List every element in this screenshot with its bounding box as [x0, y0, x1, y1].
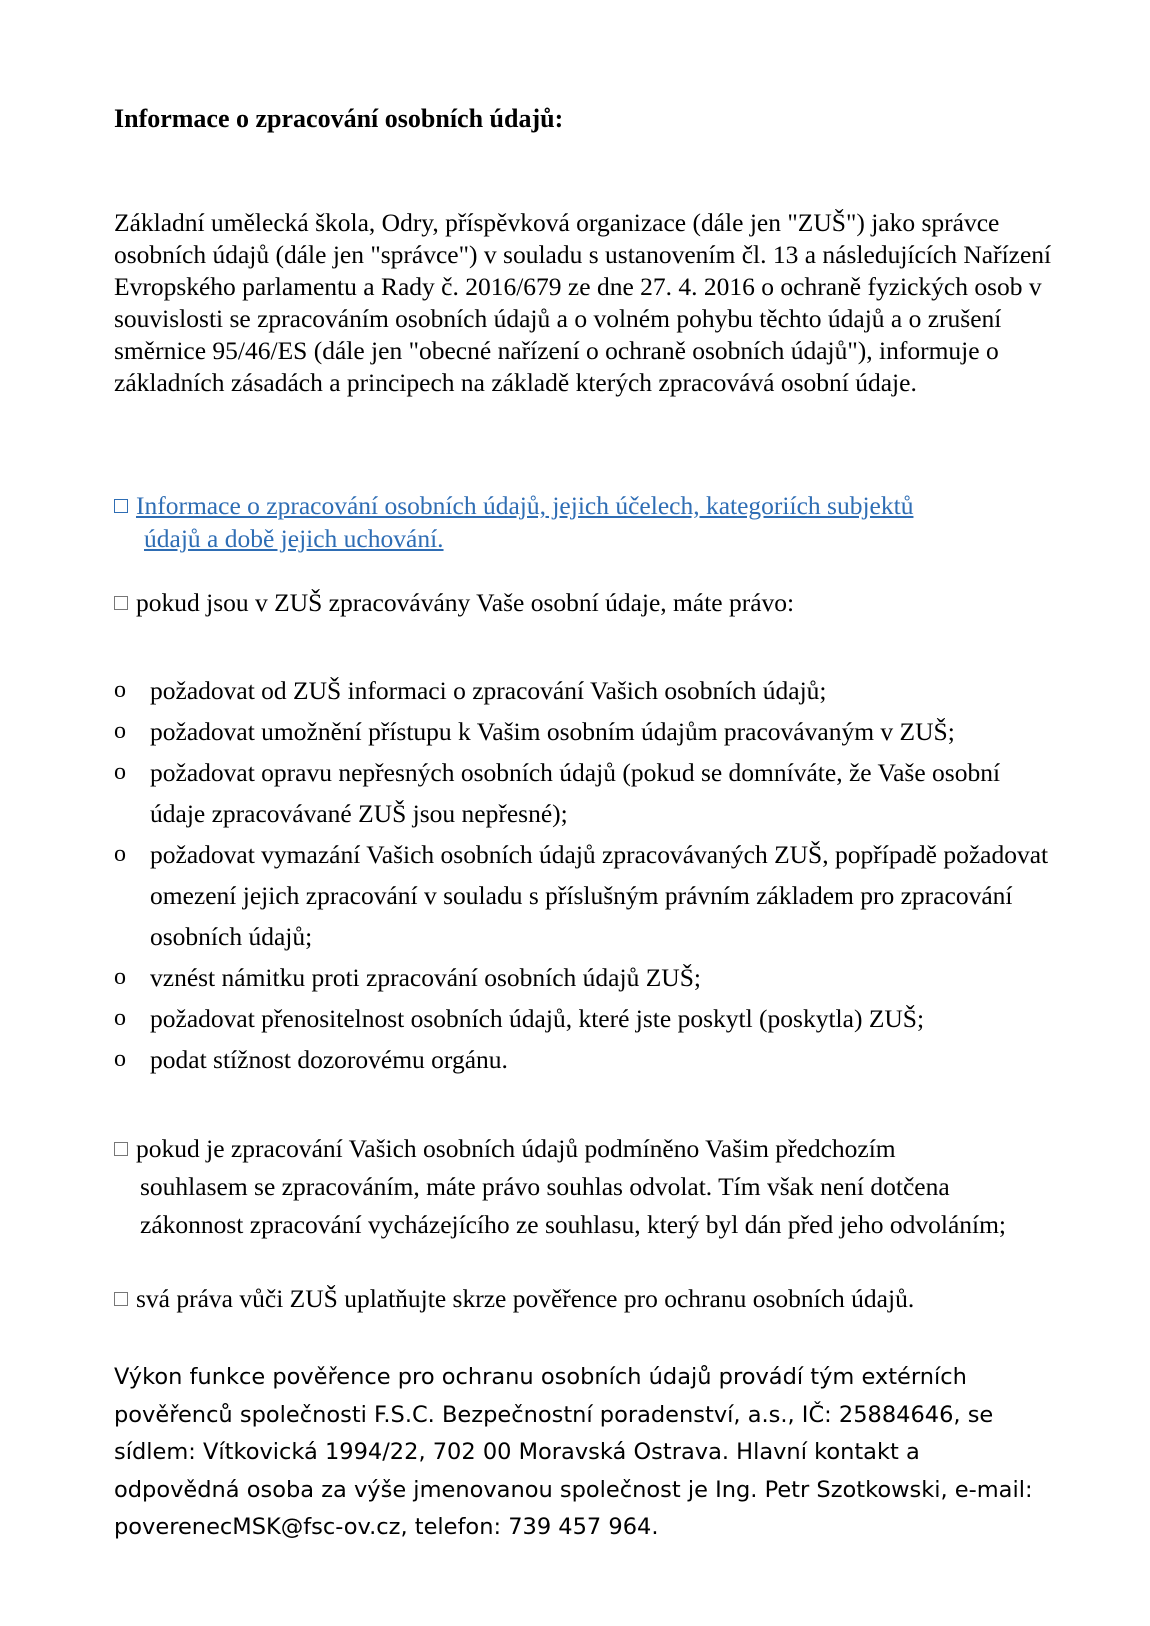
circle-bullet-icon: o	[114, 759, 126, 785]
circle-bullet-icon: o	[114, 1046, 126, 1072]
info-link-item	[114, 490, 1074, 555]
list-item	[114, 1039, 1074, 1080]
circle-bullet-icon: o	[114, 964, 126, 990]
info-link[interactable]	[114, 490, 1074, 555]
checkbox-square-icon	[114, 1292, 128, 1306]
right-text: podat stížnost dozorovému orgánu.	[150, 1045, 508, 1074]
list-item	[114, 711, 1010, 752]
right-text: požadovat vymazání Vašich osobních údajů zpracovávaných ZUŠ, popřípadě požadovat omezení jejich zpracování v souladu s příslušným právním základem pro zpracování osobních údajů;	[150, 840, 1049, 951]
list-item	[114, 998, 1080, 1039]
consent-text-2: souhlasem se zpracováním, máte právo souhlas odvolat. Tím však není dotčena zákonnost zpracování vycházejícího ze souhlasu, který byl dán před jeho odvoláním;	[140, 1172, 1007, 1239]
circle-bullet-icon: o	[114, 1005, 126, 1031]
page-title: Informace o zpracování osobních údajů:	[114, 104, 564, 133]
list-item	[114, 957, 1074, 998]
checkbox-square-icon	[114, 596, 128, 610]
list-item	[114, 834, 1080, 957]
consent-item	[114, 1130, 1044, 1244]
dpo-contact-paragraph: Výkon funkce pověřence pro ochranu osobních údajů provádí tým extérních pověřenců společnosti F.S.C. Bezpečnostní poradenství, a.s., IČ: 25884646, se sídlem: Vítkovická 1994/22, 702 00 Moravská Ostrava. Hlavní kontakt a odpovědná osoba za výše jmenovanou společnost je Ing. Petr Szotkowski, e-mail: poverenecMSK@fsc-ov.cz, telefon: 739 457 964.	[114, 1364, 1033, 1540]
consent-text-1: pokud je zpracování Vašich osobních údajů podmíněno Vašim předchozím	[136, 1134, 896, 1163]
right-text: vznést námitku proti zpracování osobních údajů ZUŠ;	[150, 963, 701, 992]
right-text: požadovat umožnění přístupu k Vašim osobním údajům pracovávaným v ZUŠ;	[150, 717, 955, 746]
dpo-text: svá práva vůči ZUŠ uplatňujte skrze pověřence pro ochranu osobních údajů.	[136, 1284, 915, 1313]
checkbox-square-icon	[114, 1142, 128, 1156]
rights-intro-text: pokud jsou v ZUŠ zpracovávány Vaše osobní údaje, máte právo:	[136, 588, 795, 617]
info-link-text-2: údajů a době jejich uchování.	[144, 523, 444, 553]
right-text: požadovat od ZUŠ informaci o zpracování Vašich osobních údajů;	[150, 676, 827, 705]
circle-bullet-icon: o	[114, 677, 126, 703]
right-text: požadovat opravu nepřesných osobních údajů (pokud se domníváte, že Vaše osobní údaje zpracovávané ZUŠ jsou nepřesné);	[150, 758, 1001, 828]
dpo-item	[114, 1283, 1074, 1316]
list-item	[114, 752, 1010, 834]
list-item	[114, 670, 1074, 711]
circle-bullet-icon: o	[114, 718, 126, 744]
rights-list	[114, 670, 1074, 1080]
info-link-text-1: Informace o zpracování osobních údajů, jejich účelech, kategoriích subjektů	[136, 491, 914, 520]
intro-paragraph: Základní umělecká škola, Odry, příspěvková organizace (dále jen "ZUŠ") jako správce osobních údajů (dále jen "správce") v souladu s ustanovením čl. 13 a následujících Nařízení Evropského parlamentu a Rady č. 2016/679 ze dne 27. 4. 2016 o ochraně fyzických osob v souvislosti se zpracováním osobních údajů a o volném pohybu těchto údajů a o zrušení směrnice 95/46/ES (dále jen "obecné nařízení o ochraně osobních údajů"), informuje o základních zásadách a principech na základě kterých zpracovává osobní údaje.	[114, 208, 1052, 397]
right-text: požadovat přenositelnost osobních údajů, které jste poskytl (poskytla) ZUŠ;	[150, 1004, 925, 1033]
rights-intro-item	[114, 587, 1074, 620]
checkbox-square-icon	[114, 499, 128, 513]
circle-bullet-icon: o	[114, 841, 126, 867]
